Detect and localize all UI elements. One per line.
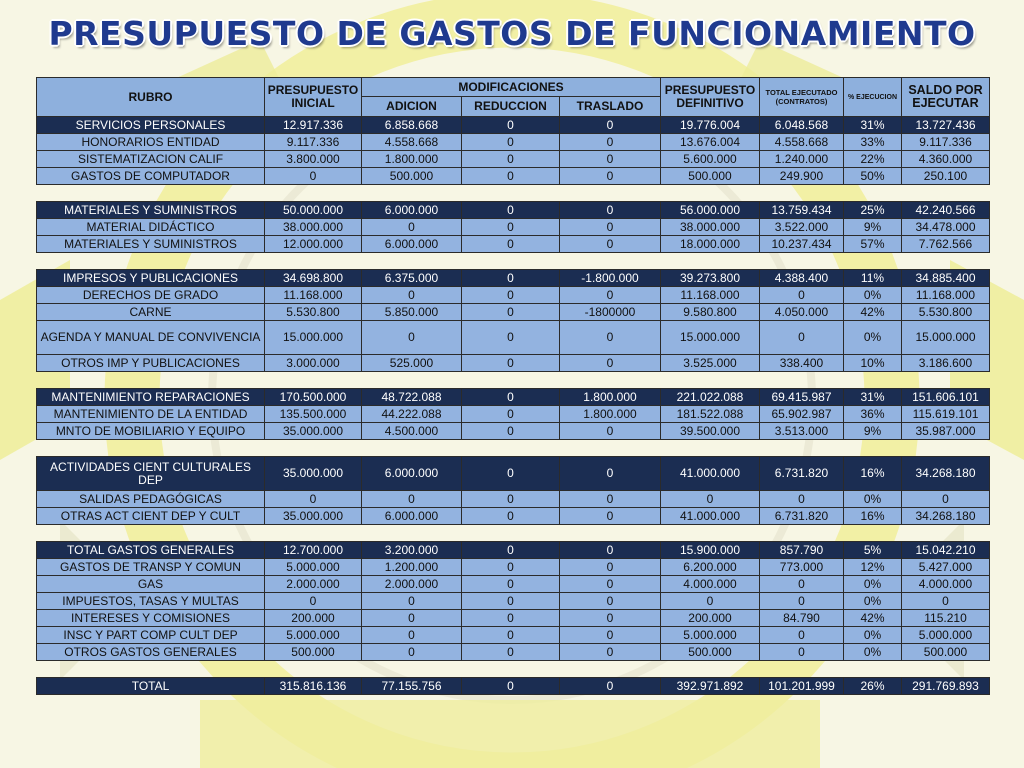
cell-traslado: 0: [560, 542, 661, 559]
cell-inicial: 135.500.000: [265, 406, 362, 423]
cell-saldo: 34.478.000: [902, 219, 990, 236]
cell-rubro: SERVICIOS PERSONALES: [37, 117, 265, 134]
cell-definitivo: 41.000.000: [661, 457, 760, 491]
cell-pct: 0%: [844, 287, 902, 304]
cell-pct: 25%: [844, 202, 902, 219]
cell-pct: 36%: [844, 406, 902, 423]
cell-traslado: 0: [560, 287, 661, 304]
table-row: [37, 627, 990, 644]
cell-inicial: 0: [265, 593, 362, 610]
cell-reduccion: 0: [462, 219, 560, 236]
cell-inicial: 38.000.000: [265, 219, 362, 236]
cell-reduccion: 0: [462, 304, 560, 321]
cell-adicion: 0: [362, 610, 462, 627]
table-row: [37, 406, 990, 423]
cell-saldo: 35.987.000: [902, 423, 990, 440]
cell-rubro: MATERIAL DIDÁCTICO: [37, 219, 265, 236]
cell-traslado: 0: [560, 117, 661, 134]
cell-adicion: 6.000.000: [362, 508, 462, 525]
cell-pct: 0%: [844, 627, 902, 644]
cell-inicial: 500.000: [265, 644, 362, 661]
group-spacer: [37, 185, 990, 202]
cell-reduccion: 0: [462, 202, 560, 219]
cell-definitivo: 5.000.000: [661, 627, 760, 644]
cell-traslado: 0: [560, 457, 661, 491]
cell-rubro: MANTENIMIENTO DE LA ENTIDAD: [37, 406, 265, 423]
cell-ejecutado: 0: [760, 287, 844, 304]
cell-traslado: 0: [560, 202, 661, 219]
cell-rubro: OTROS GASTOS GENERALES: [37, 644, 265, 661]
cell-reduccion: 0: [462, 627, 560, 644]
cell-rubro: ACTIVIDADES CIENT CULTURALES DEP: [37, 457, 265, 491]
cell-rubro: HONORARIOS ENTIDAD: [37, 134, 265, 151]
cell-saldo: 34.885.400: [902, 270, 990, 287]
cell-definitivo: 200.000: [661, 610, 760, 627]
cell-definitivo: 3.525.000: [661, 355, 760, 372]
cell-inicial: 5.530.800: [265, 304, 362, 321]
cell-pct: 42%: [844, 304, 902, 321]
table-row: [37, 355, 990, 372]
table-row-total: [37, 202, 990, 219]
group-spacer: [37, 253, 990, 270]
header-modificaciones: MODIFICACIONES: [362, 78, 661, 97]
cell-adicion: 0: [362, 491, 462, 508]
cell-ejecutado: 13.759.434: [760, 202, 844, 219]
cell-reduccion: 0: [462, 389, 560, 406]
cell-ejecutado: 0: [760, 576, 844, 593]
cell-saldo: 0: [902, 491, 990, 508]
cell-pct: 0%: [844, 321, 902, 355]
cell-inicial: 11.168.000: [265, 287, 362, 304]
cell-reduccion: 0: [462, 678, 560, 695]
cell-saldo: 15.000.000: [902, 321, 990, 355]
cell-adicion: 1.200.000: [362, 559, 462, 576]
cell-reduccion: 0: [462, 406, 560, 423]
header-traslado: TRASLADO: [560, 97, 661, 117]
cell-adicion: 77.155.756: [362, 678, 462, 695]
cell-rubro: OTROS IMP Y PUBLICACIONES: [37, 355, 265, 372]
cell-ejecutado: 6.731.820: [760, 508, 844, 525]
cell-pct: 0%: [844, 644, 902, 661]
cell-saldo: 291.769.893: [902, 678, 990, 695]
cell-definitivo: 39.500.000: [661, 423, 760, 440]
cell-rubro: OTRAS ACT CIENT DEP Y CULT: [37, 508, 265, 525]
cell-traslado: 0: [560, 355, 661, 372]
table-row: [37, 593, 990, 610]
cell-reduccion: 0: [462, 287, 560, 304]
cell-ejecutado: 1.240.000: [760, 151, 844, 168]
cell-inicial: 12.700.000: [265, 542, 362, 559]
cell-saldo: 0: [902, 593, 990, 610]
cell-ejecutado: 101.201.999: [760, 678, 844, 695]
cell-inicial: 2.000.000: [265, 576, 362, 593]
cell-reduccion: 0: [462, 559, 560, 576]
cell-pct: 0%: [844, 593, 902, 610]
cell-inicial: 34.698.800: [265, 270, 362, 287]
budget-grid: [36, 77, 990, 695]
group-spacer: [37, 440, 990, 457]
cell-pct: 0%: [844, 576, 902, 593]
cell-pct: 12%: [844, 559, 902, 576]
cell-traslado: 0: [560, 559, 661, 576]
cell-saldo: 5.530.800: [902, 304, 990, 321]
cell-definitivo: 4.000.000: [661, 576, 760, 593]
cell-adicion: 6.375.000: [362, 270, 462, 287]
cell-definitivo: 18.000.000: [661, 236, 760, 253]
cell-rubro: CARNE: [37, 304, 265, 321]
cell-adicion: 0: [362, 219, 462, 236]
cell-adicion: 0: [362, 287, 462, 304]
cell-traslado: 0: [560, 134, 661, 151]
cell-saldo: 4.360.000: [902, 151, 990, 168]
cell-inicial: 12.917.336: [265, 117, 362, 134]
table-row: [37, 576, 990, 593]
cell-traslado: 0: [560, 627, 661, 644]
cell-pct: 16%: [844, 457, 902, 491]
table-row-total: [37, 270, 990, 287]
cell-ejecutado: 3.522.000: [760, 219, 844, 236]
cell-reduccion: 0: [462, 151, 560, 168]
cell-definitivo: 15.000.000: [661, 321, 760, 355]
table-row-total: [37, 542, 990, 559]
table-row-total: [37, 457, 990, 491]
cell-adicion: 4.558.668: [362, 134, 462, 151]
cell-saldo: 15.042.210: [902, 542, 990, 559]
cell-adicion: 0: [362, 644, 462, 661]
cell-pct: 22%: [844, 151, 902, 168]
cell-pct: 9%: [844, 219, 902, 236]
cell-ejecutado: 6.048.568: [760, 117, 844, 134]
cell-ejecutado: 69.415.987: [760, 389, 844, 406]
cell-definitivo: 56.000.000: [661, 202, 760, 219]
cell-ejecutado: 0: [760, 321, 844, 355]
cell-traslado: 0: [560, 610, 661, 627]
header-presupuesto-inicial: PRESUPUESTO INICIAL: [265, 78, 362, 117]
cell-pct: 42%: [844, 610, 902, 627]
cell-reduccion: 0: [462, 423, 560, 440]
cell-adicion: 1.800.000: [362, 151, 462, 168]
cell-inicial: 0: [265, 168, 362, 185]
cell-definitivo: 6.200.000: [661, 559, 760, 576]
cell-definitivo: 19.776.004: [661, 117, 760, 134]
table-row: [37, 491, 990, 508]
cell-pct: 31%: [844, 389, 902, 406]
cell-reduccion: 0: [462, 610, 560, 627]
group-spacer: [37, 525, 990, 542]
cell-reduccion: 0: [462, 508, 560, 525]
cell-saldo: 115.210: [902, 610, 990, 627]
cell-inicial: 5.000.000: [265, 627, 362, 644]
cell-pct: 5%: [844, 542, 902, 559]
cell-saldo: 151.606.101: [902, 389, 990, 406]
cell-inicial: 35.000.000: [265, 457, 362, 491]
table-row: [37, 151, 990, 168]
cell-inicial: 3.800.000: [265, 151, 362, 168]
cell-reduccion: 0: [462, 491, 560, 508]
cell-saldo: 3.186.600: [902, 355, 990, 372]
cell-ejecutado: 4.050.000: [760, 304, 844, 321]
cell-traslado: 0: [560, 236, 661, 253]
cell-inicial: 9.117.336: [265, 134, 362, 151]
cell-pct: 50%: [844, 168, 902, 185]
cell-inicial: 200.000: [265, 610, 362, 627]
table-row: [37, 321, 990, 355]
cell-saldo: 500.000: [902, 644, 990, 661]
cell-ejecutado: 84.790: [760, 610, 844, 627]
cell-rubro: MANTENIMIENTO REPARACIONES: [37, 389, 265, 406]
cell-traslado: 1.800.000: [560, 406, 661, 423]
cell-inicial: 35.000.000: [265, 423, 362, 440]
cell-adicion: 6.000.000: [362, 202, 462, 219]
cell-reduccion: 0: [462, 236, 560, 253]
cell-traslado: 0: [560, 593, 661, 610]
table-row: [37, 508, 990, 525]
cell-rubro: GAS: [37, 576, 265, 593]
cell-reduccion: 0: [462, 355, 560, 372]
cell-saldo: 34.268.180: [902, 457, 990, 491]
cell-adicion: 0: [362, 627, 462, 644]
cell-ejecutado: 0: [760, 627, 844, 644]
cell-rubro: GASTOS DE TRANSP Y COMUN: [37, 559, 265, 576]
cell-adicion: 6.000.000: [362, 236, 462, 253]
cell-adicion: 500.000: [362, 168, 462, 185]
cell-adicion: 5.850.000: [362, 304, 462, 321]
header-reduccion: REDUCCION: [462, 97, 560, 117]
cell-ejecutado: 4.558.668: [760, 134, 844, 151]
cell-adicion: 0: [362, 321, 462, 355]
cell-traslado: 0: [560, 321, 661, 355]
cell-traslado: 0: [560, 219, 661, 236]
table-row: [37, 610, 990, 627]
cell-definitivo: 39.273.800: [661, 270, 760, 287]
table-row: [37, 644, 990, 661]
cell-definitivo: 11.168.000: [661, 287, 760, 304]
cell-inicial: 315.816.136: [265, 678, 362, 695]
cell-ejecutado: 857.790: [760, 542, 844, 559]
cell-inicial: 15.000.000: [265, 321, 362, 355]
table-row-total: [37, 678, 990, 695]
group-spacer: [37, 372, 990, 389]
cell-rubro: MATERIALES Y SUMINISTROS: [37, 236, 265, 253]
cell-reduccion: 0: [462, 321, 560, 355]
cell-rubro: MATERIALES Y SUMINISTROS: [37, 202, 265, 219]
header-presupuesto-definitivo: PRESUPUESTO DEFINITIVO: [661, 78, 760, 117]
cell-inicial: 0: [265, 491, 362, 508]
cell-reduccion: 0: [462, 576, 560, 593]
cell-reduccion: 0: [462, 593, 560, 610]
cell-rubro: MNTO DE MOBILIARIO Y EQUIPO: [37, 423, 265, 440]
cell-ejecutado: 773.000: [760, 559, 844, 576]
cell-pct: 0%: [844, 491, 902, 508]
cell-rubro: TOTAL: [37, 678, 265, 695]
cell-inicial: 12.000.000: [265, 236, 362, 253]
header-saldo-por-ejecutar: SALDO POR EJECUTAR: [902, 78, 990, 117]
cell-saldo: 11.168.000: [902, 287, 990, 304]
cell-definitivo: 500.000: [661, 168, 760, 185]
cell-adicion: 4.500.000: [362, 423, 462, 440]
cell-traslado: -1.800.000: [560, 270, 661, 287]
cell-inicial: 170.500.000: [265, 389, 362, 406]
cell-rubro: GASTOS DE COMPUTADOR: [37, 168, 265, 185]
cell-definitivo: 15.900.000: [661, 542, 760, 559]
cell-reduccion: 0: [462, 168, 560, 185]
cell-rubro: AGENDA Y MANUAL DE CONVIVENCIA: [37, 321, 265, 355]
cell-traslado: -1800000: [560, 304, 661, 321]
cell-definitivo: 38.000.000: [661, 219, 760, 236]
cell-saldo: 13.727.436: [902, 117, 990, 134]
cell-definitivo: 181.522.088: [661, 406, 760, 423]
cell-rubro: INTERESES Y COMISIONES: [37, 610, 265, 627]
cell-adicion: 6.858.668: [362, 117, 462, 134]
cell-rubro: SISTEMATIZACION CALIF: [37, 151, 265, 168]
cell-definitivo: 0: [661, 593, 760, 610]
cell-traslado: 1.800.000: [560, 389, 661, 406]
table-row: [37, 559, 990, 576]
page-title: PRESUPUESTO DE GASTOS DE FUNCIONAMIENTO: [48, 14, 976, 53]
cell-definitivo: 392.971.892: [661, 678, 760, 695]
cell-traslado: 0: [560, 644, 661, 661]
cell-reduccion: 0: [462, 542, 560, 559]
cell-definitivo: 13.676.004: [661, 134, 760, 151]
cell-traslado: 0: [560, 151, 661, 168]
cell-adicion: 6.000.000: [362, 457, 462, 491]
header-rubro: RUBRO: [37, 78, 265, 117]
cell-inicial: 3.000.000: [265, 355, 362, 372]
cell-traslado: 0: [560, 508, 661, 525]
cell-traslado: 0: [560, 491, 661, 508]
cell-rubro: INSC Y PART COMP CULT DEP: [37, 627, 265, 644]
cell-rubro: DERECHOS DE GRADO: [37, 287, 265, 304]
cell-rubro: TOTAL GASTOS GENERALES: [37, 542, 265, 559]
cell-ejecutado: 249.900: [760, 168, 844, 185]
cell-inicial: 5.000.000: [265, 559, 362, 576]
cell-ejecutado: 65.902.987: [760, 406, 844, 423]
table-row: [37, 219, 990, 236]
cell-adicion: 48.722.088: [362, 389, 462, 406]
table-row: [37, 423, 990, 440]
table-row: [37, 134, 990, 151]
header-total-ejecutado: TOTAL EJECUTADO (CONTRATOS): [760, 78, 844, 117]
cell-saldo: 115.619.101: [902, 406, 990, 423]
cell-ejecutado: 3.513.000: [760, 423, 844, 440]
table-row: [37, 236, 990, 253]
cell-traslado: 0: [560, 576, 661, 593]
cell-adicion: 3.200.000: [362, 542, 462, 559]
cell-saldo: 34.268.180: [902, 508, 990, 525]
cell-traslado: 0: [560, 423, 661, 440]
cell-ejecutado: 0: [760, 593, 844, 610]
cell-saldo: 5.427.000: [902, 559, 990, 576]
cell-reduccion: 0: [462, 117, 560, 134]
cell-saldo: 250.100: [902, 168, 990, 185]
table-row-total: [37, 389, 990, 406]
cell-definitivo: 5.600.000: [661, 151, 760, 168]
cell-reduccion: 0: [462, 457, 560, 491]
cell-inicial: 50.000.000: [265, 202, 362, 219]
cell-ejecutado: 10.237.434: [760, 236, 844, 253]
cell-pct: 10%: [844, 355, 902, 372]
cell-definitivo: 41.000.000: [661, 508, 760, 525]
cell-saldo: 42.240.566: [902, 202, 990, 219]
cell-reduccion: 0: [462, 270, 560, 287]
cell-ejecutado: 0: [760, 644, 844, 661]
cell-pct: 9%: [844, 423, 902, 440]
cell-saldo: 4.000.000: [902, 576, 990, 593]
cell-rubro: IMPUESTOS, TASAS Y MULTAS: [37, 593, 265, 610]
header-adicion: ADICION: [362, 97, 462, 117]
budget-table: [36, 77, 989, 695]
cell-ejecutado: 338.400: [760, 355, 844, 372]
group-spacer: [37, 661, 990, 678]
cell-ejecutado: 6.731.820: [760, 457, 844, 491]
cell-pct: 16%: [844, 508, 902, 525]
cell-ejecutado: 0: [760, 491, 844, 508]
table-row: [37, 168, 990, 185]
table-row: [37, 287, 990, 304]
cell-definitivo: 221.022.088: [661, 389, 760, 406]
cell-definitivo: 9.580.800: [661, 304, 760, 321]
cell-definitivo: 0: [661, 491, 760, 508]
cell-reduccion: 0: [462, 644, 560, 661]
header-pct-ejecucion: % EJECUCION: [844, 78, 902, 117]
table-row-total: [37, 117, 990, 134]
cell-inicial: 35.000.000: [265, 508, 362, 525]
cell-saldo: 7.762.566: [902, 236, 990, 253]
cell-pct: 57%: [844, 236, 902, 253]
cell-adicion: 0: [362, 593, 462, 610]
cell-pct: 11%: [844, 270, 902, 287]
cell-adicion: 525.000: [362, 355, 462, 372]
cell-ejecutado: 4.388.400: [760, 270, 844, 287]
cell-traslado: 0: [560, 168, 661, 185]
cell-rubro: IMPRESOS Y PUBLICACIONES: [37, 270, 265, 287]
cell-reduccion: 0: [462, 134, 560, 151]
cell-adicion: 44.222.088: [362, 406, 462, 423]
cell-pct: 26%: [844, 678, 902, 695]
cell-adicion: 2.000.000: [362, 576, 462, 593]
cell-traslado: 0: [560, 678, 661, 695]
table-row: [37, 304, 990, 321]
cell-pct: 31%: [844, 117, 902, 134]
cell-saldo: 9.117.336: [902, 134, 990, 151]
cell-pct: 33%: [844, 134, 902, 151]
cell-saldo: 5.000.000: [902, 627, 990, 644]
cell-definitivo: 500.000: [661, 644, 760, 661]
cell-rubro: SALIDAS PEDAGÓGICAS: [37, 491, 265, 508]
